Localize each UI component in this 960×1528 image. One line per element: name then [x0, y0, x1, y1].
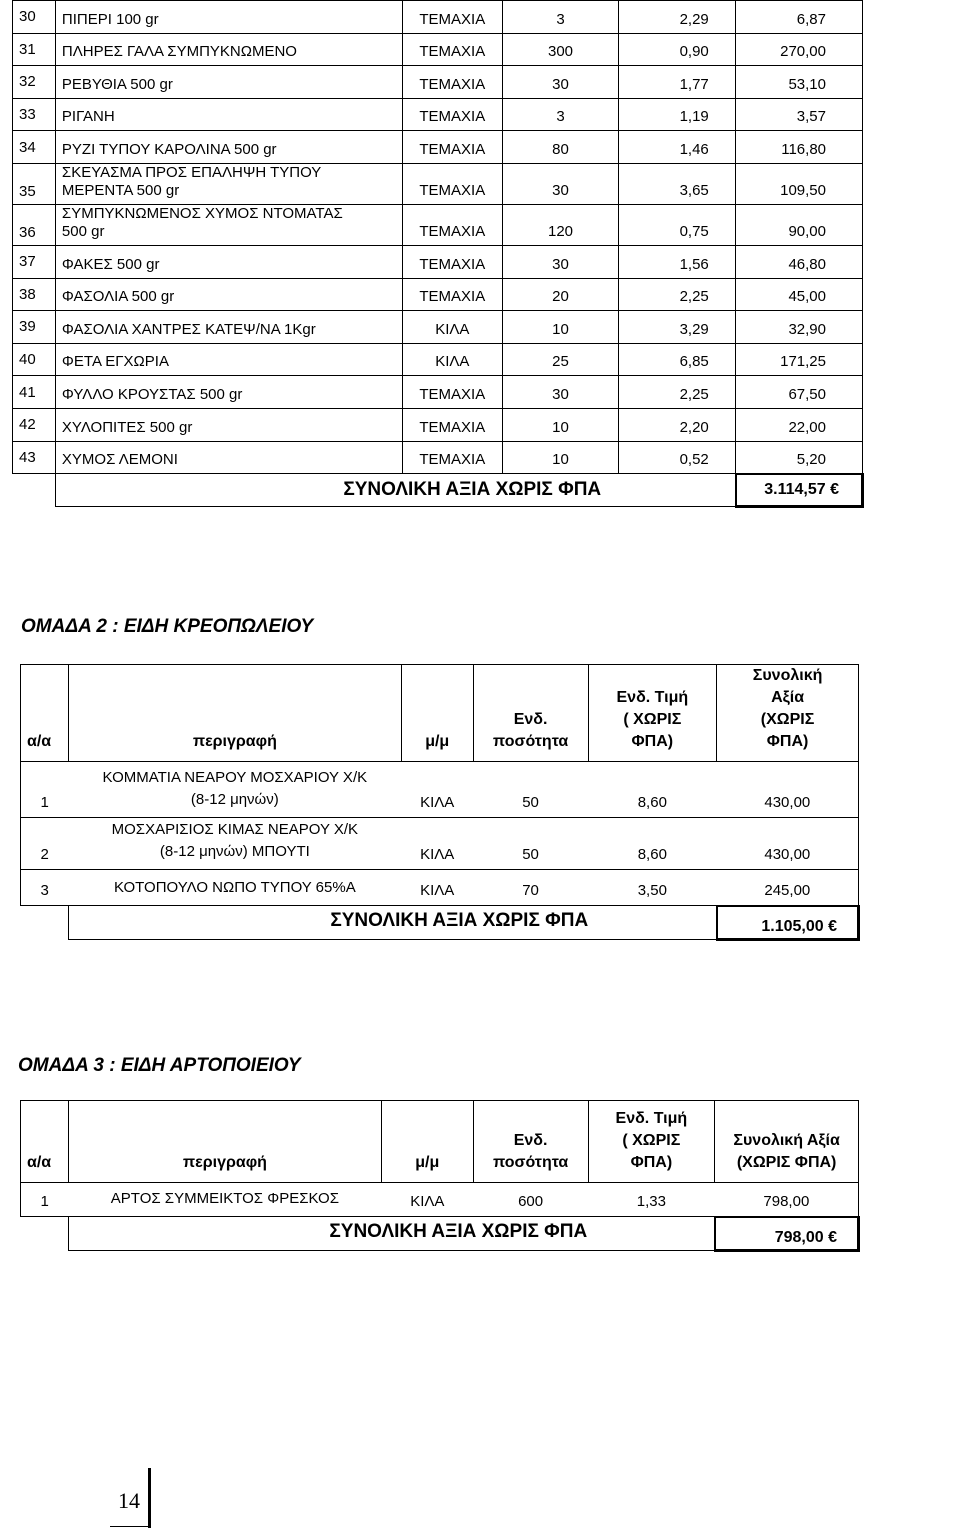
- row-total: 245,00: [717, 870, 859, 906]
- row-price: 0,52: [619, 441, 736, 474]
- row-price: 1,46: [619, 131, 736, 164]
- row-description: ΠΛΗΡΕΣ ΓΑΛΑ ΣΥΜΠΥΚΝΩΜΕΝΟ: [55, 33, 402, 66]
- row-total: 3,57: [736, 98, 863, 131]
- row-price: 1,19: [619, 98, 736, 131]
- table-row: [13, 278, 863, 311]
- row-quantity: 30: [502, 66, 619, 99]
- row-quantity: 70: [473, 870, 588, 906]
- row-unit: ΤΕΜΑΧΙΑ: [402, 163, 502, 204]
- row-quantity: 120: [502, 204, 619, 245]
- total-value: 3.114,57 €: [736, 474, 863, 507]
- row-description: ΠΙΠΕΡΙ 100 gr: [55, 1, 402, 34]
- row-price: 3,29: [619, 311, 736, 344]
- group3-heading: ΟΜΑΔΑ 3 : ΕΙΔΗ ΑΡΤΟΠΟΙΕΙΟΥ: [18, 1055, 301, 1076]
- total-row: [13, 474, 863, 507]
- row-unit: ΚΙΛΑ: [381, 1183, 473, 1217]
- total-row: [21, 1217, 859, 1251]
- group1-table: [12, 0, 864, 508]
- table-row: [13, 33, 863, 66]
- row-unit: ΚΙΛΑ: [401, 762, 473, 818]
- row-unit: ΤΕΜΑΧΙΑ: [402, 66, 502, 99]
- row-unit: ΚΙΛΑ: [402, 343, 502, 376]
- column-header-qty: Ενδ. ποσότητα: [473, 665, 588, 762]
- row-number: 3: [21, 870, 69, 906]
- row-unit: ΤΕΜΑΧΙΑ: [402, 441, 502, 474]
- total-label: ΣΥΝΟΛΙΚΗ ΑΞΙΑ ΧΩΡΙΣ ΦΠΑ: [55, 474, 735, 507]
- column-header-qty: Ενδ. ποσότητα: [473, 1101, 588, 1183]
- row-total: 109,50: [736, 163, 863, 204]
- row-total: 430,00: [717, 818, 859, 870]
- row-description: ΡΕΒΥΘΙΑ 500 gr: [55, 66, 402, 99]
- row-quantity: 30: [502, 163, 619, 204]
- row-price: 6,85: [619, 343, 736, 376]
- group3-table: [20, 1100, 860, 1252]
- table-row: [13, 163, 863, 204]
- row-total: 798,00: [715, 1183, 859, 1217]
- row-number: 34: [13, 131, 56, 164]
- table-row: [13, 343, 863, 376]
- table-row: [21, 870, 859, 906]
- row-number: 1: [21, 1183, 69, 1217]
- row-description: ΣΚΕΥΑΣΜΑ ΠΡΟΣ ΕΠΑΛΗΨΗ ΤΥΠΟΥ ΜΕΡΕΝΤΑ 500 gr: [55, 163, 402, 204]
- total-row: [21, 906, 859, 940]
- row-quantity: 10: [502, 441, 619, 474]
- total-label: ΣΥΝΟΛΙΚΗ ΑΞΙΑ ΧΩΡΙΣ ΦΠΑ: [68, 1217, 714, 1251]
- row-number: 41: [13, 376, 56, 409]
- row-quantity: 30: [502, 376, 619, 409]
- row-unit: ΚΙΛΑ: [402, 311, 502, 344]
- row-total: 5,20: [736, 441, 863, 474]
- row-price: 8,60: [588, 818, 717, 870]
- table-row: [13, 204, 863, 245]
- column-header-desc: περιγραφή: [68, 1101, 381, 1183]
- page-number-box: [110, 1468, 151, 1528]
- table-row: [13, 98, 863, 131]
- row-total: 45,00: [736, 278, 863, 311]
- table-row: [13, 1, 863, 34]
- row-quantity: 50: [473, 762, 588, 818]
- row-quantity: 30: [502, 245, 619, 278]
- row-unit: ΤΕΜΑΧΙΑ: [402, 131, 502, 164]
- row-number: 30: [13, 1, 56, 34]
- row-description: ΡΥΖΙ ΤΥΠΟΥ ΚΑΡΟΛΙΝΑ 500 gr: [55, 131, 402, 164]
- row-total: 32,90: [736, 311, 863, 344]
- row-total: 67,50: [736, 376, 863, 409]
- row-total: 116,80: [736, 131, 863, 164]
- row-total: 6,87: [736, 1, 863, 34]
- column-header-price: Ενδ. Τιμή ( ΧΩΡΙΣ ΦΠΑ): [588, 1101, 715, 1183]
- row-quantity: 50: [473, 818, 588, 870]
- header-row: [21, 665, 859, 762]
- table-row: [21, 1183, 859, 1217]
- row-number: 38: [13, 278, 56, 311]
- row-description: ΚΟΤΟΠΟΥΛΟ ΝΩΠΟ ΤΥΠΟΥ 65%Α: [68, 870, 401, 906]
- row-description: ΧΥΜΟΣ ΛΕΜΟΝΙ: [55, 441, 402, 474]
- row-number: 39: [13, 311, 56, 344]
- row-quantity: 3: [502, 98, 619, 131]
- table-row: [21, 762, 859, 818]
- row-quantity: 20: [502, 278, 619, 311]
- row-price: 3,50: [588, 870, 717, 906]
- total-label: ΣΥΝΟΛΙΚΗ ΑΞΙΑ ΧΩΡΙΣ ΦΠΑ: [68, 906, 716, 940]
- row-price: 3,65: [619, 163, 736, 204]
- row-number: 37: [13, 245, 56, 278]
- row-price: 2,20: [619, 408, 736, 441]
- row-number: 40: [13, 343, 56, 376]
- row-description: ΚΟΜΜΑΤΙΑ ΝΕΑΡΟΥ ΜΟΣΧΑΡΙΟΥ Χ/Κ (8-12 μηνών): [68, 762, 401, 818]
- row-number: 35: [13, 163, 56, 204]
- row-number: 43: [13, 441, 56, 474]
- row-unit: ΚΙΛΑ: [401, 870, 473, 906]
- group2-heading: ΟΜΑΔΑ 2 : ΕΙΔΗ ΚΡΕΟΠΩΛΕΙΟΥ: [21, 616, 314, 637]
- row-total: 171,25: [736, 343, 863, 376]
- row-unit: ΤΕΜΑΧΙΑ: [402, 33, 502, 66]
- row-price: 2,29: [619, 1, 736, 34]
- row-price: 1,56: [619, 245, 736, 278]
- row-unit: ΤΕΜΑΧΙΑ: [402, 408, 502, 441]
- row-total: 90,00: [736, 204, 863, 245]
- row-description: ΡΙΓΑΝΗ: [55, 98, 402, 131]
- row-quantity: 10: [502, 408, 619, 441]
- table-row: [13, 408, 863, 441]
- row-unit: ΤΕΜΑΧΙΑ: [402, 376, 502, 409]
- row-price: 1,33: [588, 1183, 715, 1217]
- row-description: ΦΕΤΑ ΕΓΧΩΡΙΑ: [55, 343, 402, 376]
- group2-table: [20, 664, 860, 941]
- table-row: [13, 245, 863, 278]
- row-price: 2,25: [619, 278, 736, 311]
- column-header-price: Ενδ. Τιμή ( ΧΩΡΙΣ ΦΠΑ): [588, 665, 717, 762]
- row-quantity: 25: [502, 343, 619, 376]
- row-quantity: 600: [473, 1183, 588, 1217]
- table-row: [13, 441, 863, 474]
- total-value: 1.105,00 €: [717, 906, 859, 940]
- row-description: ΦΑΚΕΣ 500 gr: [55, 245, 402, 278]
- row-price: 2,25: [619, 376, 736, 409]
- column-header-unit: μ/μ: [401, 665, 473, 762]
- row-total: 430,00: [717, 762, 859, 818]
- row-number: 32: [13, 66, 56, 99]
- row-total: 22,00: [736, 408, 863, 441]
- column-header-total: Συνολική Αξία (ΧΩΡΙΣ ΦΠΑ): [715, 1101, 859, 1183]
- row-quantity: 3: [502, 1, 619, 34]
- column-header-no: α/α: [21, 665, 69, 762]
- column-header-total: Συνολική Αξία (ΧΩΡΙΣ ΦΠΑ): [717, 665, 859, 762]
- row-description: ΦΑΣΟΛΙΑ 500 gr: [55, 278, 402, 311]
- column-header-desc: περιγραφή: [68, 665, 401, 762]
- row-quantity: 10: [502, 311, 619, 344]
- page-number: 14: [118, 1488, 140, 1513]
- row-number: 33: [13, 98, 56, 131]
- row-number: 31: [13, 33, 56, 66]
- row-description: ΑΡΤΟΣ ΣΥΜΜΕΙΚΤΟΣ ΦΡΕΣΚΟΣ: [68, 1183, 381, 1217]
- table-row: [21, 818, 859, 870]
- row-price: 8,60: [588, 762, 717, 818]
- column-header-unit: μ/μ: [381, 1101, 473, 1183]
- row-number: 42: [13, 408, 56, 441]
- row-description: ΦΥΛΛΟ ΚΡΟΥΣΤΑΣ 500 gr: [55, 376, 402, 409]
- row-description: ΧΥΛΟΠΙΤΕΣ 500 gr: [55, 408, 402, 441]
- column-header-no: α/α: [21, 1101, 69, 1183]
- row-price: 0,75: [619, 204, 736, 245]
- table-row: [13, 131, 863, 164]
- row-quantity: 300: [502, 33, 619, 66]
- row-description: ΦΑΣΟΛΙΑ ΧΑΝΤΡΕΣ ΚΑΤΕΨ/ΝΑ 1Kgr: [55, 311, 402, 344]
- row-unit: ΤΕΜΑΧΙΑ: [402, 1, 502, 34]
- row-price: 1,77: [619, 66, 736, 99]
- row-unit: ΤΕΜΑΧΙΑ: [402, 98, 502, 131]
- row-total: 53,10: [736, 66, 863, 99]
- row-number: 36: [13, 204, 56, 245]
- row-total: 270,00: [736, 33, 863, 66]
- row-quantity: 80: [502, 131, 619, 164]
- table-row: [13, 376, 863, 409]
- row-description: ΣΥΜΠΥΚΝΩΜΕΝΟΣ ΧΥΜΟΣ ΝΤΟΜΑΤΑΣ 500 gr: [55, 204, 402, 245]
- table-row: [13, 311, 863, 344]
- row-total: 46,80: [736, 245, 863, 278]
- row-unit: ΤΕΜΑΧΙΑ: [402, 278, 502, 311]
- table-row: [13, 66, 863, 99]
- row-number: 2: [21, 818, 69, 870]
- row-unit: ΚΙΛΑ: [401, 818, 473, 870]
- row-unit: ΤΕΜΑΧΙΑ: [402, 245, 502, 278]
- total-value: 798,00 €: [715, 1217, 859, 1251]
- row-number: 1: [21, 762, 69, 818]
- row-unit: ΤΕΜΑΧΙΑ: [402, 204, 502, 245]
- header-row: [21, 1101, 859, 1183]
- row-price: 0,90: [619, 33, 736, 66]
- row-description: ΜΟΣΧΑΡΙΣΙΟΣ ΚΙΜΑΣ ΝΕΑΡΟΥ Χ/Κ (8-12 μηνών) ΜΠΟΥΤΙ: [68, 818, 401, 870]
